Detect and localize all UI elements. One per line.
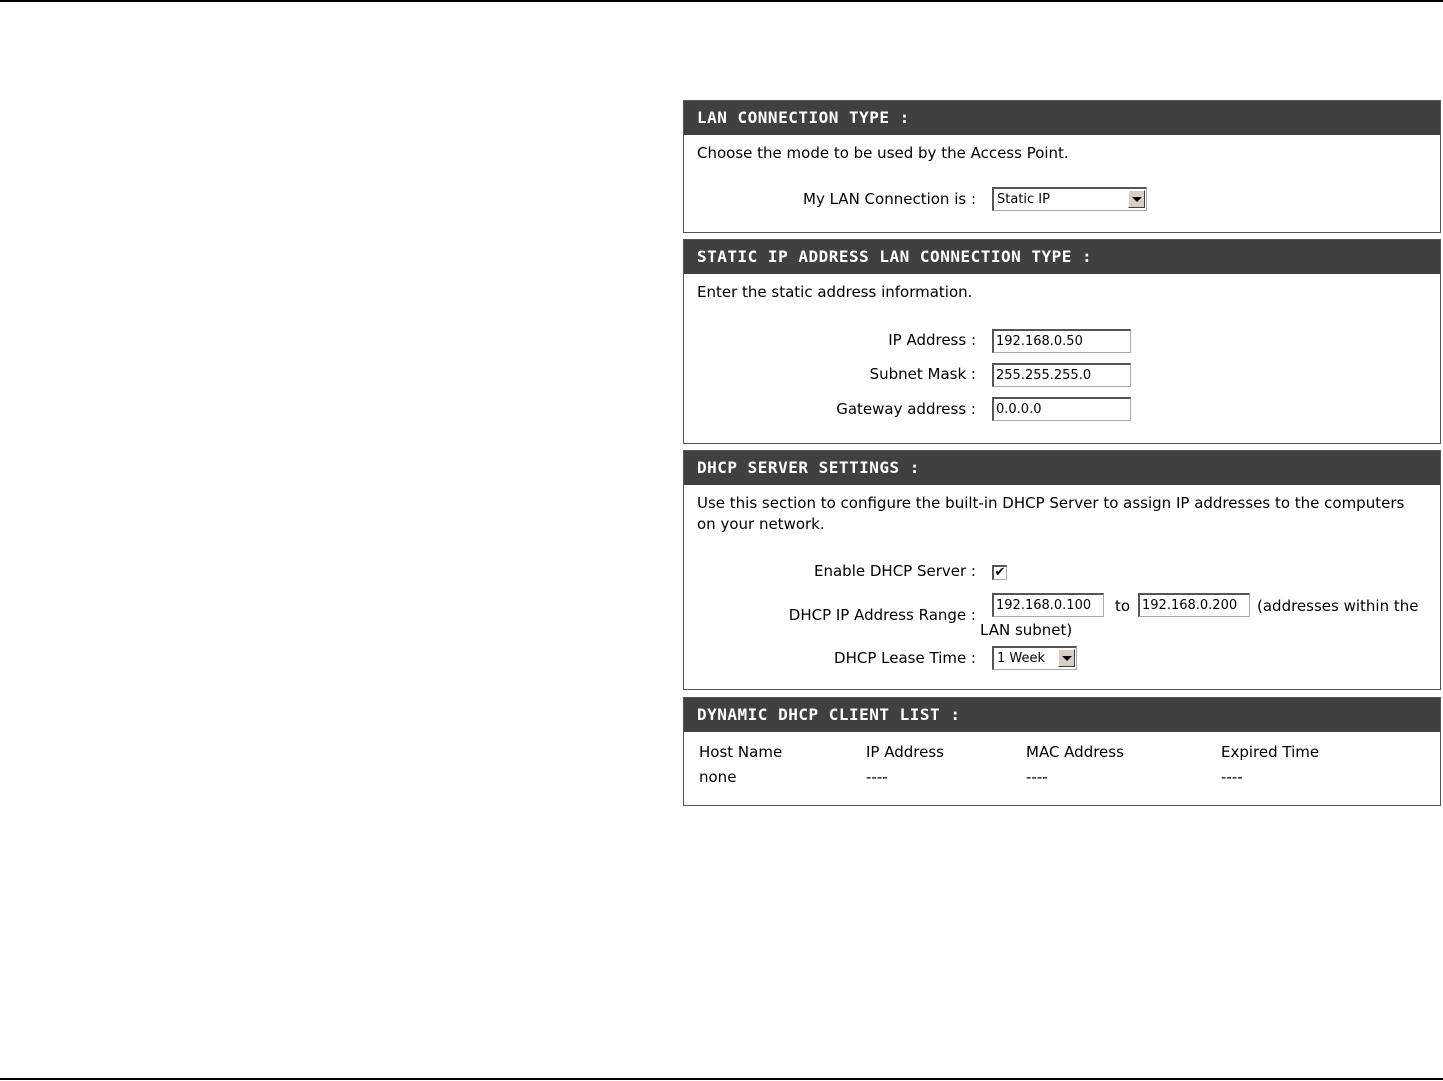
lease-time-label: DHCP Lease Time : — [834, 649, 976, 667]
dhcp-server-panel — [683, 450, 1441, 690]
static-ip-panel — [683, 239, 1441, 444]
lan-connection-label: My LAN Connection is : — [803, 190, 976, 208]
column-header-mac-address: MAC Address — [1026, 743, 1124, 761]
dhcp-description-line2: on your network. — [697, 515, 825, 533]
table-cell-mac-address: ---- — [1026, 768, 1048, 786]
column-header-ip-address: IP Address — [866, 743, 944, 761]
dhcp-client-list-panel — [683, 697, 1441, 806]
enable-dhcp-label: Enable DHCP Server : — [814, 562, 976, 580]
lease-time-select[interactable] — [992, 646, 1077, 670]
enable-dhcp-checkbox[interactable]: ✔ — [992, 565, 1007, 580]
lan-connection-select[interactable] — [992, 187, 1147, 211]
chevron-down-icon[interactable] — [1128, 190, 1145, 208]
dhcp-client-list-title: DYNAMIC DHCP CLIENT LIST : — [684, 698, 1440, 732]
bottom-rule — [0, 1078, 1443, 1080]
column-header-host-name: Host Name — [699, 743, 783, 761]
dhcp-range-end-input[interactable]: 192.168.0.200 — [1138, 593, 1250, 617]
subnet-mask-label: Subnet Mask : — [869, 365, 976, 383]
column-header-expired-time: Expired Time — [1221, 743, 1320, 761]
dhcp-description-line1: Use this section to configure the built-in DHCP Server to assign IP addresses to the computers — [697, 494, 1405, 512]
lan-connection-select-value: Static IP — [997, 192, 1050, 207]
static-ip-title: STATIC IP ADDRESS LAN CONNECTION TYPE : — [684, 240, 1440, 274]
chevron-down-icon[interactable] — [1058, 649, 1075, 667]
table-cell-expired-time: ---- — [1221, 768, 1243, 786]
gateway-label: Gateway address : — [836, 400, 976, 418]
static-ip-description: Enter the static address information. — [697, 283, 973, 301]
lan-connection-type-panel — [683, 100, 1441, 233]
ip-address-input[interactable]: 192.168.0.50 — [992, 329, 1131, 353]
top-rule — [0, 0, 1443, 2]
subnet-mask-input[interactable]: 255.255.255.0 — [992, 363, 1131, 387]
dhcp-server-title: DHCP SERVER SETTINGS : — [684, 451, 1440, 485]
dhcp-range-note-line1: (addresses within the — [1257, 597, 1419, 615]
lan-connection-type-title: LAN CONNECTION TYPE : — [684, 101, 1440, 135]
dhcp-range-note-line2: LAN subnet) — [980, 621, 1073, 639]
dhcp-range-label: DHCP IP Address Range : — [788, 606, 976, 624]
lan-connection-description: Choose the mode to be used by the Access Point. — [697, 144, 1069, 162]
table-cell-ip-address: ---- — [866, 768, 888, 786]
gateway-input[interactable]: 0.0.0.0 — [992, 397, 1131, 421]
ip-address-label: IP Address : — [888, 331, 976, 349]
dhcp-range-start-input[interactable]: 192.168.0.100 — [992, 593, 1104, 617]
dhcp-range-to-label: to — [1115, 597, 1131, 615]
table-cell-host-name: none — [699, 768, 737, 786]
lease-time-select-value: 1 Week — [997, 651, 1046, 666]
